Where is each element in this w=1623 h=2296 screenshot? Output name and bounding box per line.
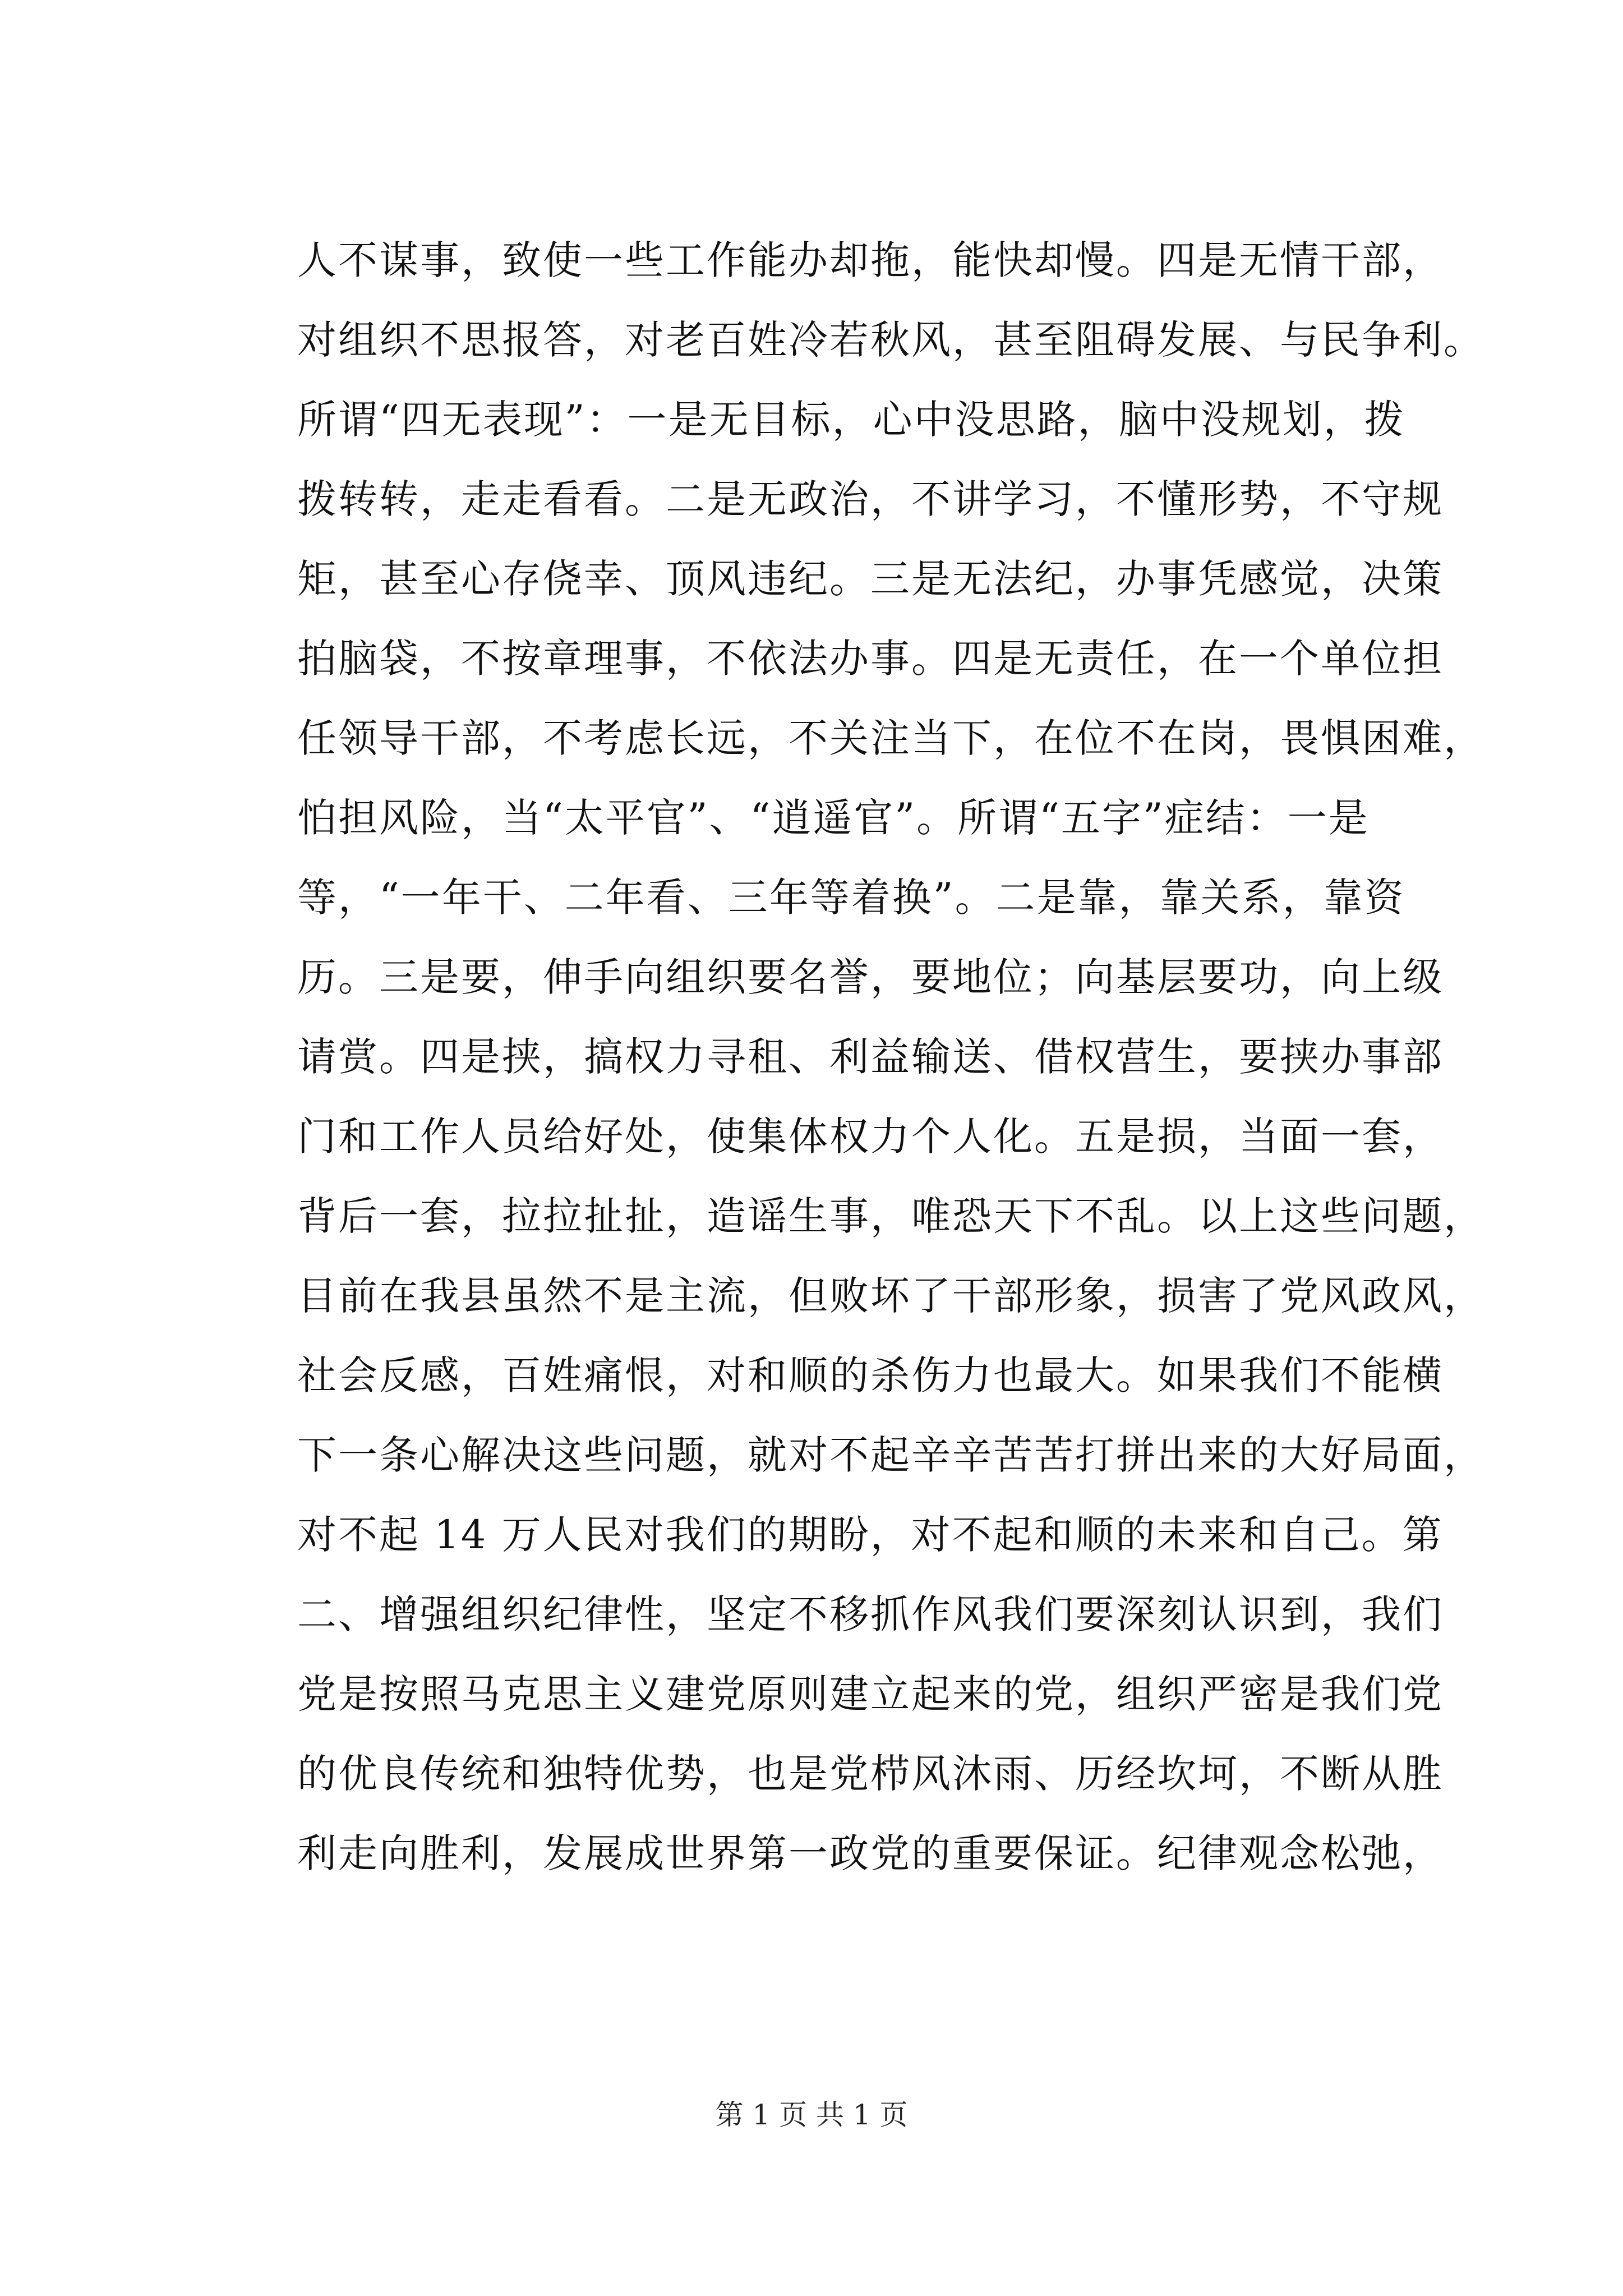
text-line: 人不谋事，致使一些工作能办却拖，能快却慢。四是无情干部，	[297, 237, 1444, 283]
page-footer: 第 1 页 共 1 页	[715, 2099, 908, 2131]
text-line: 任领导干部，不考虑长远，不关注当下，在位不在岗，畏惧困难，	[297, 715, 1484, 761]
body-text	[297, 220, 1623, 1893]
text-line: 二、增强组织纪律性，坚定不移抓作风我们要深刻认识到，我们	[297, 1591, 1444, 1637]
text-line: 对不起 14 万人民对我们的期盼，对不起和顺的未来和自己。第	[297, 1512, 1444, 1558]
text-line: 所谓“四无表现”：一是无目标，心中没思路，脑中没规划，拨	[297, 397, 1405, 443]
text-line: 党是按照马克思主义建党原则建立起来的党，组织严密是我们党	[297, 1671, 1444, 1717]
text-line: 拨转转，走走看看。二是无政治，不讲学习，不懂形势，不守规	[297, 476, 1444, 522]
text-line: 目前在我县虽然不是主流，但败坏了干部形象，损害了党风政风，	[297, 1273, 1484, 1319]
text-line: 社会反感，百姓痛恨，对和顺的杀伤力也最大。如果我们不能横	[297, 1352, 1444, 1398]
text-line: 背后一套，拉拉扯扯，造谣生事，唯恐天下不乱。以上这些问题，	[297, 1193, 1484, 1239]
text-line: 矩，甚至心存侥幸、顶风违纪。三是无法纪，办事凭感觉，决策	[297, 556, 1444, 602]
text-line: 请赏。四是挟，搞权力寻租、利益输送、借权营生，要挟办事部	[297, 1034, 1444, 1080]
text-line: 等，“一年干、二年看、三年等着换”。二是靠，靠关系，靠资	[297, 875, 1405, 921]
text-line: 历。三是要，伸手向组织要名誉，要地位；向基层要功，向上级	[297, 954, 1444, 1000]
text-line: 拍脑袋，不按章理事，不依法办事。四是无责任，在一个单位担	[297, 636, 1444, 682]
text-line: 门和工作人员给好处，使集体权力个人化。五是损，当面一套，	[297, 1114, 1444, 1159]
text-line: 下一条心解决这些问题，就对不起辛辛苦苦打拼出来的大好局面，	[297, 1432, 1484, 1478]
text-line: 的优良传统和独特优势，也是党栉风沐雨、历经坎坷，不断从胜	[297, 1751, 1444, 1797]
text-line: 利走向胜利，发展成世界第一政党的重要保证。纪律观念松弛，	[297, 1830, 1444, 1876]
text-line: 怕担风险，当“太平官”、“逍遥官”。所谓“五字”症结：一是	[297, 795, 1370, 841]
text-line: 对组织不思报答，对老百姓冷若秋风，甚至阻碍发展、与民争利。	[297, 317, 1484, 363]
